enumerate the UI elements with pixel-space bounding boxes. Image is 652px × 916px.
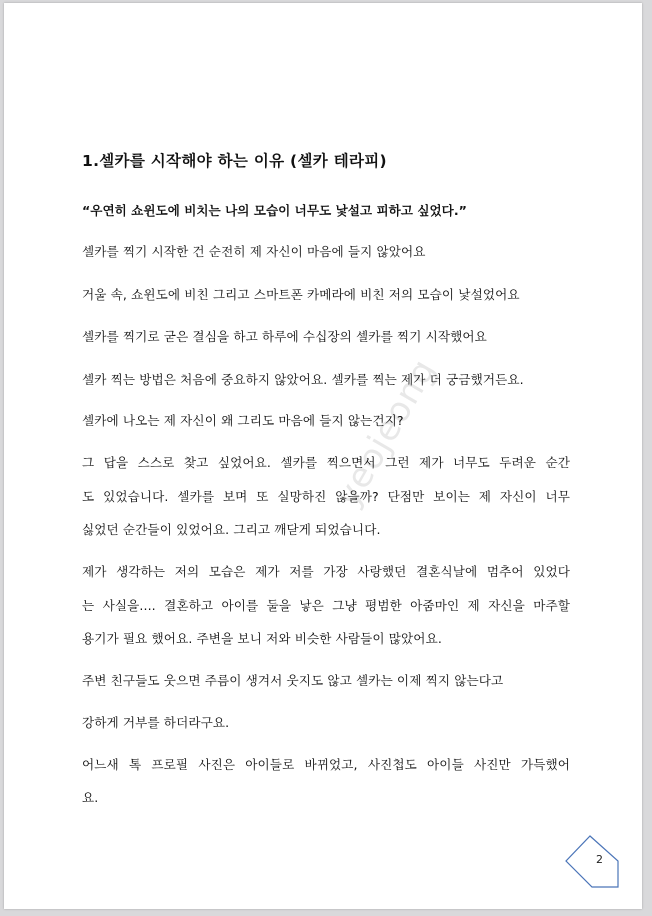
- paragraph-line: 셀카에 나오는 제 자신이 왜 그리도 마음에 들지 않는건지?: [82, 413, 404, 428]
- diamond-shape-icon: [564, 835, 620, 889]
- paragraph-line: 요.: [82, 790, 99, 805]
- paragraph-line: 그 답을 스스로 찾고 싶었어요. 셀카를 찍으면서 그런 제가 너무도 두려운 순간: [82, 455, 570, 470]
- paragraph-line: 셀카 찍는 방법은 처음에 중요하지 않았어요. 셀카를 찍는 제가 더 궁금했거든요.: [82, 372, 524, 387]
- page-number-badge: [564, 835, 620, 889]
- paragraph-line: 거울 속, 쇼윈도에 비친 그리고 스마트폰 카메라에 비친 저의 모습이 낯설었어요: [82, 287, 520, 302]
- document-page: [4, 3, 642, 909]
- paragraph-line: 강하게 거부를 하더라구요.: [82, 715, 230, 730]
- paragraph-line: 어느새 톡 프로필 사진은 아이들로 바뀌었고, 사진첩도 아이들 사진만 가득했어: [82, 757, 570, 772]
- paragraph-line: 셀카를 찍기로 굳은 결심을 하고 하루에 수십장의 셀카를 찍기 시작했어요: [82, 329, 487, 344]
- paragraph-line: 도 있었습니다. 셀카를 보며 또 실망하진 않을까? 단점만 보이는 제 자신이 너무: [82, 489, 570, 504]
- section-heading: 1.셀카를 시작해야 하는 이유 (셀카 테라피): [82, 152, 387, 170]
- paragraph-line: 셀카를 찍기 시작한 건 순전히 제 자신이 마음에 들지 않았어요: [82, 244, 426, 259]
- paragraph-line: 제가 생각하는 저의 모습은 제가 저를 가장 사랑했던 결혼식날에 멈추어 있었다: [82, 564, 570, 579]
- paragraph-line: 는 사실을.... 결혼하고 아이를 둘을 낳은 그냥 평범한 아줌마인 제 자신을 마주할: [82, 598, 570, 613]
- paragraph-line: 주변 친구들도 웃으면 주름이 생겨서 웃지도 않고 셀카는 이제 찍지 않는다고: [82, 673, 504, 688]
- watermark: yeojeong: [327, 351, 445, 515]
- page-number: 2: [596, 853, 603, 866]
- paragraph-line: 용기가 필요 했어요. 주변을 보니 저와 비슷한 사람들이 많았어요.: [82, 631, 442, 646]
- quote-line: “우연히 쇼윈도에 비치는 나의 모습이 너무도 낯설고 피하고 싶었다.”: [82, 203, 467, 218]
- paragraph-line: 싫었던 순간들이 있었어요. 그리고 깨닫게 되었습니다.: [82, 522, 381, 537]
